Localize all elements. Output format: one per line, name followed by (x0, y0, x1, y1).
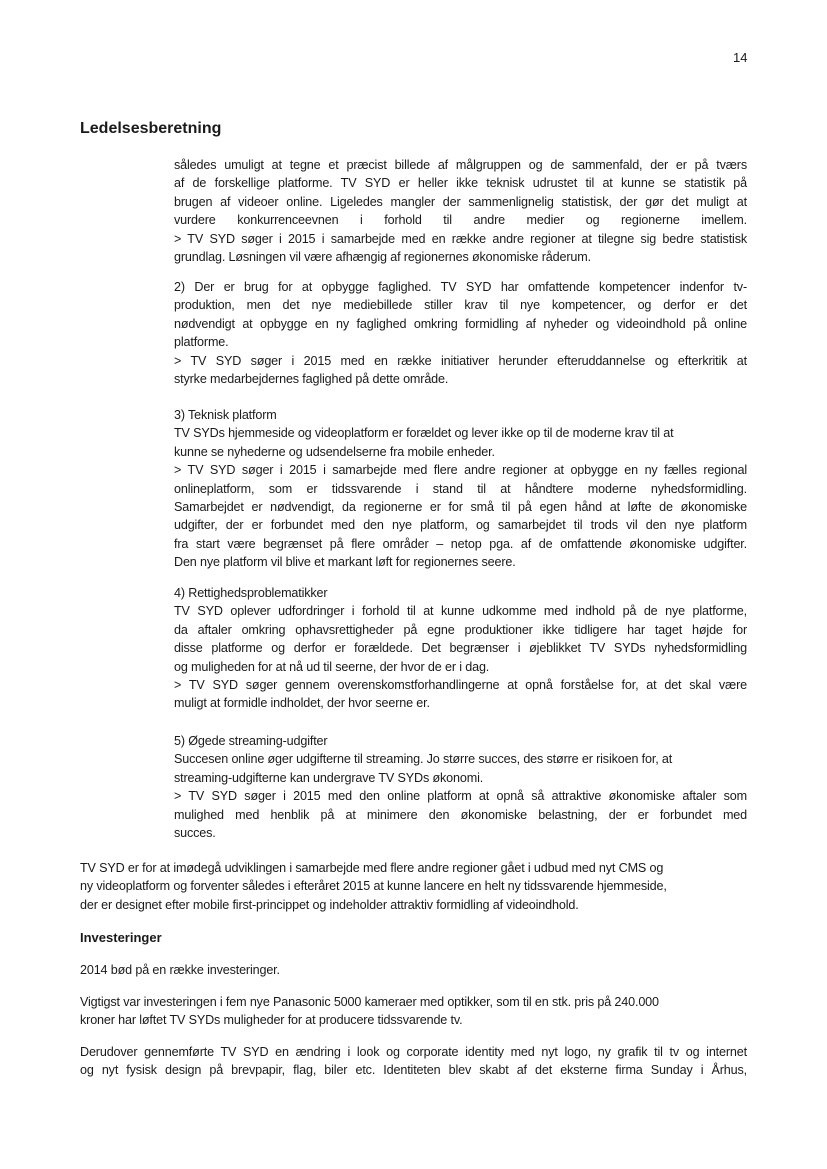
text-line: fra start være begrænset på flere områder – netop pga. af de omfattende økonomiske udgifter. (174, 536, 747, 551)
text-line: Samarbejdet er nødvendigt, da regionerne er for små til på egen hånd at løfte de økonomiske (174, 499, 747, 514)
text-line: TV SYD oplever udfordringer i forhold til at kunne udkomme med indhold på de nye platforme, (174, 604, 747, 619)
text-line: TV SYD er for at imødegå udviklingen i samarbejde med flere andre regioner gået i udbud med nyt CMS og (80, 861, 664, 875)
text-line: styrke medarbejdernes faglighed på dette område. (174, 371, 449, 386)
text-line: Vigtigst var investeringen i fem nye Panasonic 5000 kameraer med optikker, som til en stk. pris på 240.000 (80, 995, 659, 1009)
text-line: og muligheden for at nå ud til seerne, der hvor de er i dag. (174, 659, 490, 674)
paragraph-cms (80, 859, 747, 914)
text-line: brugen af videoer online. Ligeledes mangler der sammenlignelig statistisk, der gør det muligt at (174, 194, 747, 209)
page-number: 14 (733, 50, 748, 65)
text-line: kroner har løftet TV SYDs muligheder for at producere tidssvarende tv. (80, 1013, 463, 1028)
text-line: nødvendigt at opbygge en ny faglighed omkring formidling af nyheder og videoindhold på online (174, 316, 747, 331)
text-line: vurdere konkurrenceevnen i forhold til andre medier og regionerne imellem. (174, 213, 747, 228)
text-line: kunne se nyhederne og udsendelserne fra mobile enheder. (174, 444, 495, 459)
text-line: ny videoplatform og forventer således i efteråret 2015 at kunne lancere en helt ny tidssvarende hjemmeside, (80, 879, 667, 894)
text-line: Succesen online øger udgifterne til streaming. Jo større succes, des større er risikoen for, at (174, 752, 673, 767)
text-line: 2014 bød på en række investeringer. (80, 963, 280, 977)
paragraph-faglighed (174, 278, 747, 388)
text-line: streaming-udgifterne kan undergrave TV SYDs økonomi. (174, 770, 484, 785)
text-line: onlineplatform, som er tidssvarende i stand til at håndtere moderne nyhedsformidling. (174, 481, 747, 496)
text-line: > TV SYD søger i 2015 i samarbejde med flere andre regioner at opbygge en ny fælles regional (174, 463, 747, 478)
text-line: 2) Der er brug for at opbygge faglighed. TV SYD har omfattende kompetencer indenfor tv- (174, 280, 747, 294)
text-line: Derudover gennemførte TV SYD en ændring i look og corporate identity med nyt logo, ny grafik til tv og internet (80, 1045, 747, 1059)
text-line: TV SYDs hjemmeside og videoplatform er forældet og lever ikke op til de moderne krav til at (174, 426, 674, 441)
text-line: > TV SYD søger i 2015 med en række initiativer herunder efteruddannelse og efterkritik at (174, 353, 747, 368)
item-heading: 3) Teknisk platform (174, 408, 277, 422)
text-line: grundlag. Løsningen vil være afhængig af regionernes økonomiske råderum. (174, 249, 591, 264)
investments-heading: Investeringer (80, 930, 162, 945)
text-line: > TV SYD søger gennem overenskomstforhandlingerne at opnå forståelse for, at det skal være (174, 677, 747, 692)
text-line: da aftaler omkring ophavsrettigheder på egne produktioner ikke tidligere har taget højde for (174, 622, 747, 637)
text-line: og nyt fysisk design på brevpapir, flag, biler etc. Identiteten blev skabt af det eksterne firma Sunday i Århus, (80, 1063, 747, 1078)
paragraph-teknisk-platform (174, 406, 747, 572)
paragraph-rettigheder (174, 584, 747, 713)
text-line: produktion, men det nye mediebillede stiller krav til nye kompetencer, og derfor er det (174, 298, 747, 313)
text-line: > TV SYD søger i 2015 med den online platform at opnå så attraktive økonomiske aftaler som (174, 789, 747, 804)
paragraph-cameras (80, 993, 747, 1030)
paragraph-investments-intro (80, 961, 747, 979)
item-heading: 5) Øgede streaming-udgifter (174, 734, 328, 748)
text-line: succes. (174, 825, 216, 840)
paragraph-streaming (174, 732, 747, 842)
text-line: af de forskellige platforme. TV SYD er heller ikke teknisk udrustet til at kunne se statistik på (174, 176, 747, 191)
paragraph-identity (80, 1043, 747, 1080)
text-line: platforme. (174, 335, 229, 350)
item-heading: 4) Rettighedsproblematikker (174, 586, 328, 600)
text-line: Den nye platform vil blive et markant løft for regionernes seere. (174, 555, 516, 570)
text-line: mulighed med henblik på at minimere den økonomiske belastning, der er forbundet med (174, 807, 747, 822)
paragraph-statistics (174, 156, 747, 266)
text-line: der er designet efter mobile first-princippet og indeholder attraktiv formidling af videoindhold. (80, 897, 579, 912)
text-line: udgifter, der er forbundet med den nye platform, og samarbejdet til trods vil den nye platform (174, 518, 747, 533)
section-heading: Ledelsesberetning (80, 120, 222, 137)
text-line: således umuligt at tegne et præcist billede af målgruppen og de sammenfald, der er på tværs (174, 158, 747, 172)
text-line: > TV SYD søger i 2015 i samarbejde med en række andre regioner at tilegne sig bedre statistisk (174, 231, 747, 246)
text-line: disse platforme og derfor er forældede. Det begrænser i øjeblikket TV SYDs nyhedsformidling (174, 641, 747, 656)
text-line: muligt at formidle indholdet, der hvor seerne er. (174, 696, 430, 711)
